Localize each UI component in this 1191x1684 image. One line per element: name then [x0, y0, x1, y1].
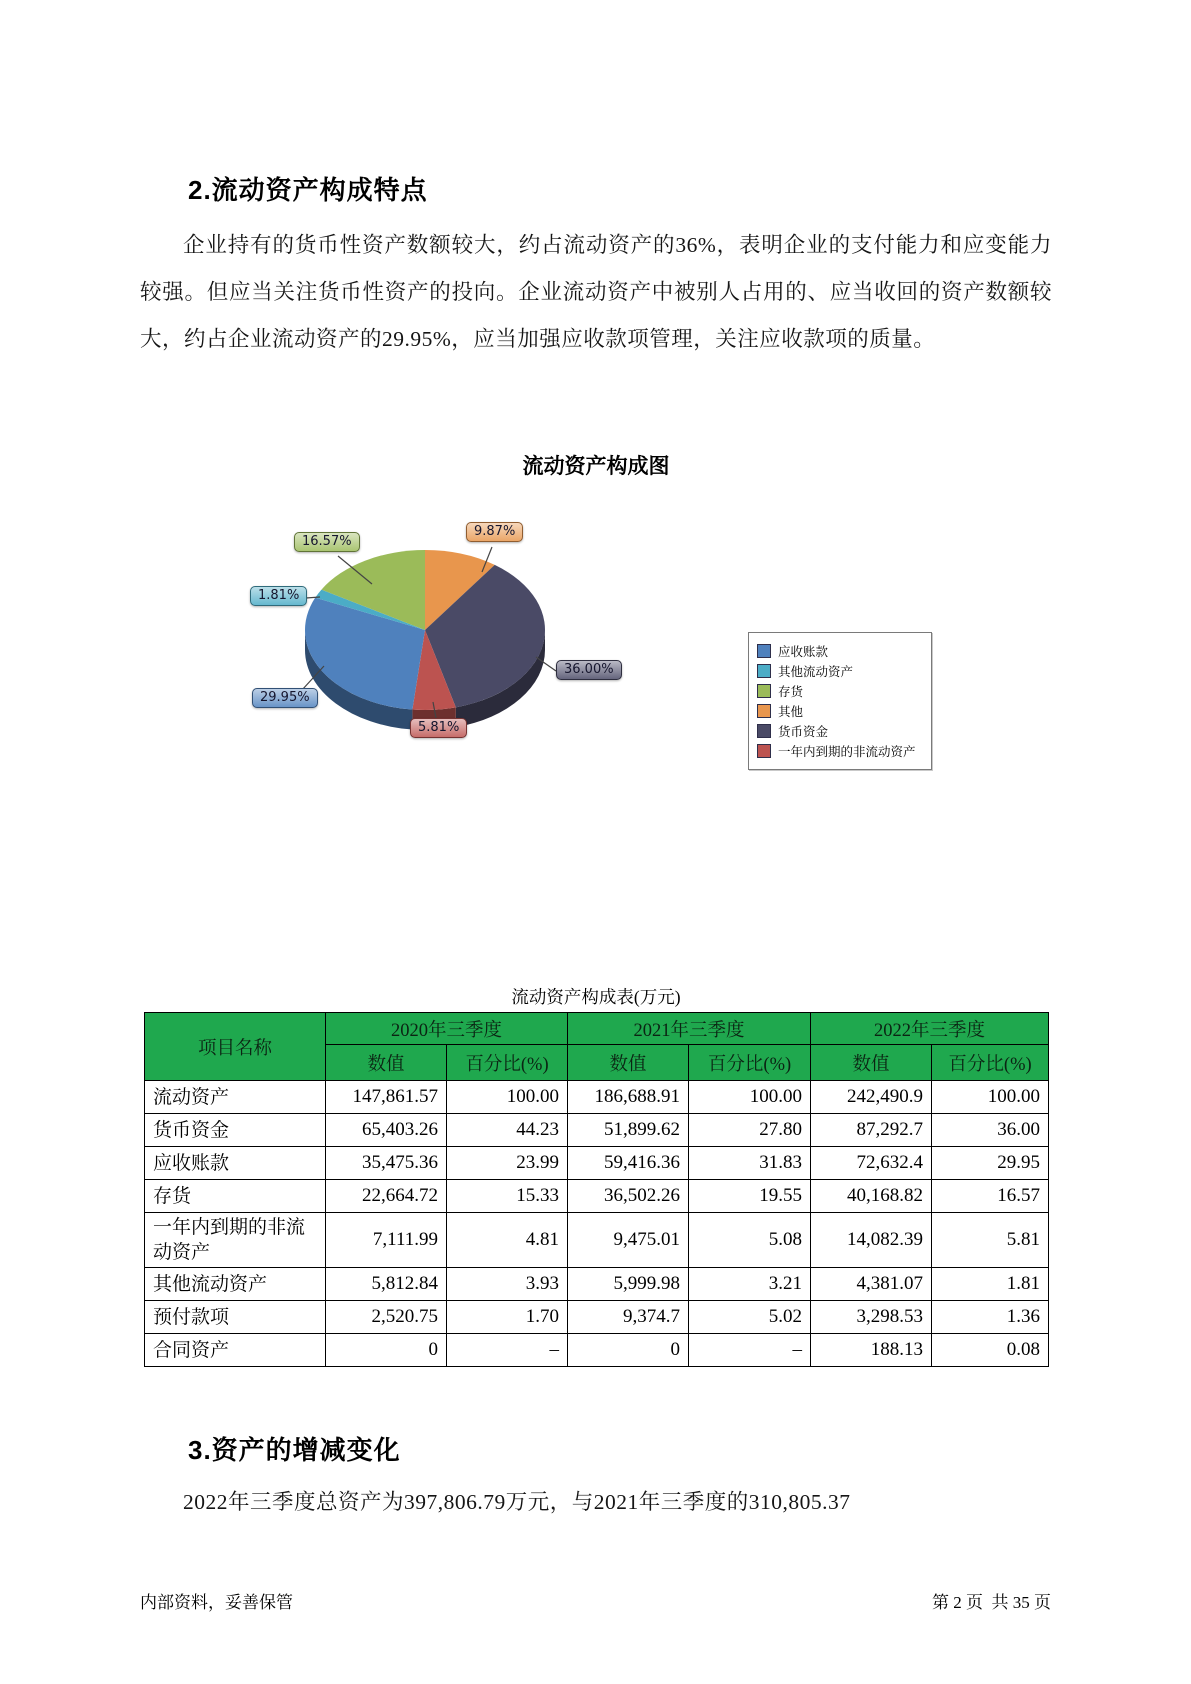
- table-row: [145, 1213, 1049, 1268]
- data-table: [144, 1012, 1049, 1367]
- table-cell-item-name: 流动资产: [145, 1081, 326, 1114]
- table-cell-value: 29.95: [932, 1147, 1049, 1180]
- pie-data-label: 36.00%: [556, 660, 622, 680]
- legend-item: [757, 741, 923, 761]
- table-year-header-2020: 2020年三季度: [326, 1013, 568, 1045]
- table-subheader-value: 数值: [568, 1045, 689, 1081]
- table-cell-value: 186,688.91: [568, 1081, 689, 1114]
- pie-data-label: 16.57%: [294, 532, 360, 552]
- table-cell-value: 51,899.62: [568, 1114, 689, 1147]
- table-row: [145, 1180, 1049, 1213]
- table-subheader-percent: 百分比(%): [689, 1045, 811, 1081]
- pie-data-label: 5.81%: [410, 718, 467, 738]
- legend-item: [757, 701, 923, 721]
- section-2-heading: 2.流动资产构成特点: [188, 175, 428, 205]
- table-cell-value: 0: [568, 1334, 689, 1367]
- legend-label: 其他: [778, 704, 804, 719]
- table-cell-value: 65,403.26: [326, 1114, 447, 1147]
- legend-color-swatch: [757, 724, 771, 738]
- table-cell-value: 9,475.01: [568, 1213, 689, 1268]
- table-cell-item-name: 一年内到期的非流动资产: [145, 1213, 326, 1268]
- table-cell-value: 35,475.36: [326, 1147, 447, 1180]
- table-cell-value: 100.00: [447, 1081, 568, 1114]
- legend-item: [757, 721, 923, 741]
- footer-page-number: 第 2 页 共 35 页: [932, 1593, 1051, 1612]
- legend-color-swatch: [757, 664, 771, 678]
- table-cell-value: 19.55: [689, 1180, 811, 1213]
- table-year-header-2021: 2021年三季度: [568, 1013, 811, 1045]
- legend-color-swatch: [757, 644, 771, 658]
- table-subheader-value: 数值: [811, 1045, 932, 1081]
- table-cell-value: 27.80: [689, 1114, 811, 1147]
- table-cell-item-name: 存货: [145, 1180, 326, 1213]
- table-row: [145, 1114, 1049, 1147]
- table-row: [145, 1334, 1049, 1367]
- legend-label: 一年内到期的非流动资产: [778, 744, 916, 759]
- table-cell-value: 3.21: [689, 1268, 811, 1301]
- table-cell-value: 100.00: [932, 1081, 1049, 1114]
- table-cell-value: 36,502.26: [568, 1180, 689, 1213]
- table-row: [145, 1147, 1049, 1180]
- table-cell-value: 14,082.39: [811, 1213, 932, 1268]
- table-cell-value: 3.93: [447, 1268, 568, 1301]
- table-cell-value: 5.02: [689, 1301, 811, 1334]
- pie-chart-title: 流动资产构成图: [522, 454, 670, 478]
- table-cell-value: 1.70: [447, 1301, 568, 1334]
- table-cell-value: 1.36: [932, 1301, 1049, 1334]
- legend-label: 货币资金: [778, 724, 829, 739]
- section-3-heading: 3.资产的增减变化: [188, 1435, 401, 1465]
- legend-item: [757, 641, 923, 661]
- table-row: [145, 1081, 1049, 1114]
- table-cell-value: 7,111.99: [326, 1213, 447, 1268]
- table-title: 流动资产构成表(万元): [511, 987, 681, 1007]
- table-cell-value: 147,861.57: [326, 1081, 447, 1114]
- table-year-header-2022: 2022年三季度: [811, 1013, 1049, 1045]
- pie-data-label: 29.95%: [252, 688, 318, 708]
- pie-data-label: 9.87%: [466, 522, 523, 542]
- table-cell-value: 5.81: [932, 1213, 1049, 1268]
- footer-confidential-note: 内部资料，妥善保管: [140, 1593, 293, 1612]
- legend-color-swatch: [757, 744, 771, 758]
- table-cell-value: 16.57: [932, 1180, 1049, 1213]
- table-cell-value: 72,632.4: [811, 1147, 932, 1180]
- table-cell-value: –: [689, 1334, 811, 1367]
- table-cell-item-name: 预付款项: [145, 1301, 326, 1334]
- table-subheader-percent: 百分比(%): [447, 1045, 568, 1081]
- table-cell-value: 100.00: [689, 1081, 811, 1114]
- table-cell-value: 188.13: [811, 1334, 932, 1367]
- table-cell-value: 2,520.75: [326, 1301, 447, 1334]
- table-subheader-value: 数值: [326, 1045, 447, 1081]
- table-cell-value: 23.99: [447, 1147, 568, 1180]
- table-cell-value: 87,292.7: [811, 1114, 932, 1147]
- pie-data-label: 1.81%: [250, 586, 307, 606]
- table-cell-value: 1.81: [932, 1268, 1049, 1301]
- chart-legend: [748, 632, 932, 770]
- table-cell-value: 0: [326, 1334, 447, 1367]
- table-cell-value: 36.00: [932, 1114, 1049, 1147]
- legend-label: 存货: [778, 684, 804, 699]
- section-3-paragraph: 2022年三季度总资产为397,806.79万元，与2021年三季度的310,805.37: [183, 1490, 851, 1514]
- table-row: [145, 1301, 1049, 1334]
- table-corner-header: 项目名称: [145, 1013, 326, 1081]
- table-cell-item-name: 其他流动资产: [145, 1268, 326, 1301]
- table-cell-value: 5,999.98: [568, 1268, 689, 1301]
- table-row: [145, 1268, 1049, 1301]
- legend-item: [757, 661, 923, 681]
- table-cell-item-name: 应收账款: [145, 1147, 326, 1180]
- table-cell-value: 4.81: [447, 1213, 568, 1268]
- table-cell-value: 44.23: [447, 1114, 568, 1147]
- section-2-paragraph: 企业持有的货币性资产数额较大，约占流动资产的36%，表明企业的支付能力和应变能力较强。但应当关注货币性资产的投向。企业流动资产中被别人占用的、应当收回的资产数额较大，约占企业流动资产的29.95%，应当加强应收款项管理，关注应收款项的质量。: [140, 233, 1052, 351]
- table-cell-value: 242,490.9: [811, 1081, 932, 1114]
- legend-label: 其他流动资产: [778, 664, 854, 679]
- table-cell-value: 4,381.07: [811, 1268, 932, 1301]
- table-cell-value: 9,374.7: [568, 1301, 689, 1334]
- table-cell-item-name: 货币资金: [145, 1114, 326, 1147]
- table-cell-item-name: 合同资产: [145, 1334, 326, 1367]
- legend-color-swatch: [757, 704, 771, 718]
- table-cell-value: 59,416.36: [568, 1147, 689, 1180]
- table-cell-value: 40,168.82: [811, 1180, 932, 1213]
- table-cell-value: 5.08: [689, 1213, 811, 1268]
- table-cell-value: 3,298.53: [811, 1301, 932, 1334]
- table-cell-value: 0.08: [932, 1334, 1049, 1367]
- legend-item: [757, 681, 923, 701]
- table-cell-value: 5,812.84: [326, 1268, 447, 1301]
- legend-color-swatch: [757, 684, 771, 698]
- table-cell-value: 31.83: [689, 1147, 811, 1180]
- table-cell-value: 22,664.72: [326, 1180, 447, 1213]
- legend-label: 应收账款: [778, 644, 829, 659]
- table-cell-value: –: [447, 1334, 568, 1367]
- table-subheader-percent: 百分比(%): [932, 1045, 1049, 1081]
- table-cell-value: 15.33: [447, 1180, 568, 1213]
